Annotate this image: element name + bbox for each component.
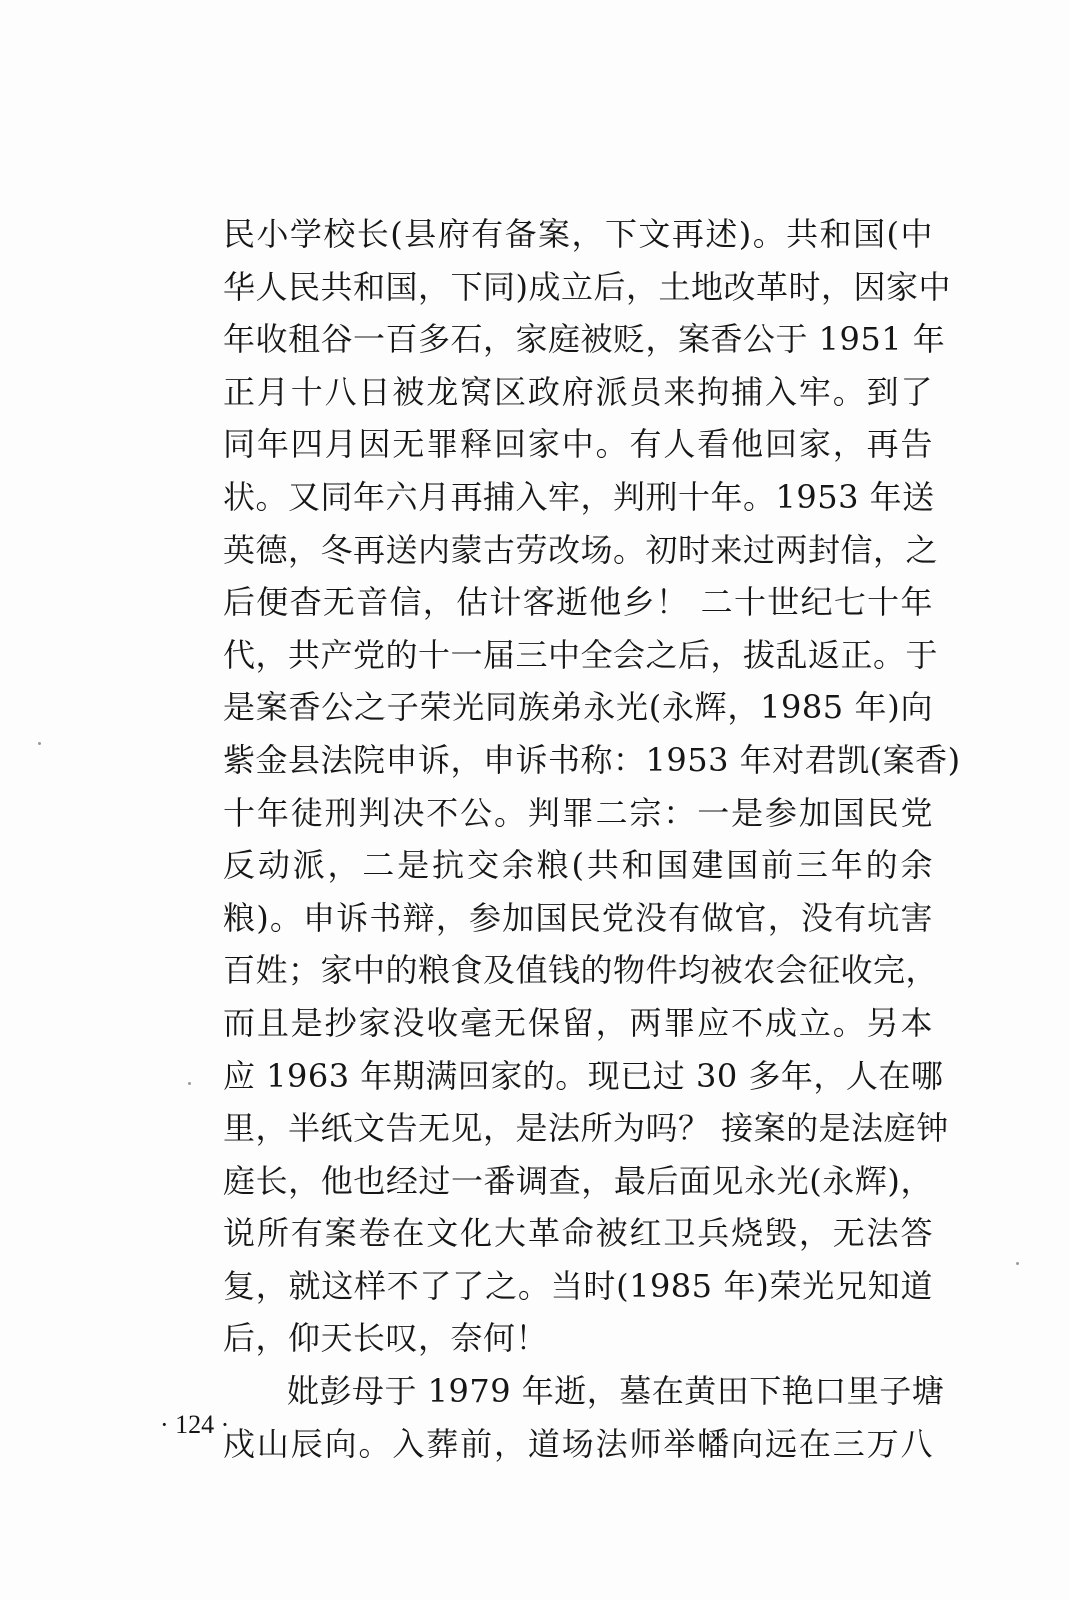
paper-speck [1016,1262,1019,1265]
text-line: 粮)。申诉书辩，参加国民党没有做官，没有坑害 [223,898,933,937]
text-line: 紫金县法院申诉，申诉书称：1953 年对君凯(案香) [223,740,961,779]
text-line: 而且是抄家没收毫无保留，两罪应不成立。另本 [223,1003,933,1042]
text-line: 代，共产党的十一届三中全会之后，拔乱返正。于 [223,635,939,674]
text-line: 状。又同年六月再捕入牢，判刑十年。1953 年送 [223,477,935,516]
body-text [223,208,961,1470]
page-number: · 124 · [160,1410,230,1439]
paragraph-end-line: 后，仰天长叹，奈何！ [223,1319,549,1358]
paper-speck [188,1082,191,1085]
text-line: 说所有案卷在文化大革命被红卫兵烧毁，无法答 [223,1214,933,1253]
text-line: 十年徒刑判决不公。判罪二宗：一是参加国民党 [223,793,933,832]
text-line: 正月十八日被龙窝区政府派员来拘捕入牢。到了 [223,372,933,411]
text-line: 戍山辰向。入葬前，道场法师举幡向远在三万八 [223,1424,933,1463]
text-line: 是案香公之子荣光同族弟永光(永辉，1985 年)向 [223,688,933,727]
text-line: 年收租谷一百多石，家庭被贬，案香公于 1951 年 [223,320,946,359]
text-line: 里，半纸文告无见，是法所为吗？ 接案的是法庭钟 [223,1109,949,1148]
text-line: 复，就这样不了了之。当时(1985 年)荣光兄知道 [223,1266,933,1305]
text-line: 百姓；家中的粮食及值钱的物件均被农会征收完， [223,951,939,990]
text-line: 同年四月因无罪释回家中。有人看他回家，再告 [223,425,933,464]
text-line: 英德，冬再送内蒙古劳改场。初时来过两封信，之 [223,530,939,569]
text-line: 后便杳无音信，估计客逝他乡！ 二十世纪七十年 [223,583,933,622]
text-line: 反动派，二是抗交余粮(共和国建国前三年的余 [223,846,933,885]
text-line: 华人民共和国，下同)成立后，土地改革时，因家中 [223,267,951,306]
text-line: 应 1963 年期满回家的。现已过 30 多年，人在哪 [223,1056,944,1095]
text-line: 民小学校长(县府有备案，下文再述)。共和国(中 [223,215,933,253]
paragraph-start-line: 妣彭母于 1979 年逝，墓在黄田下艳口里子塘 [287,1372,945,1411]
paper-speck [38,742,41,745]
text-line: 庭长，他也经过一番调查，最后面见永光(永辉)， [223,1161,933,1200]
